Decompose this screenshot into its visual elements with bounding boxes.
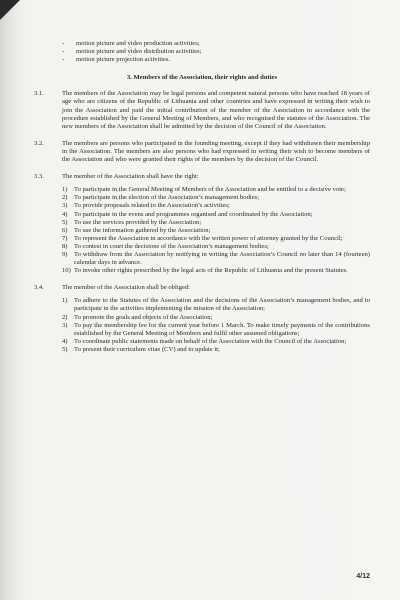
list-item: [62, 194, 370, 202]
list-item: [62, 338, 370, 346]
item-number: 5): [62, 345, 68, 353]
clause-3-3: [34, 173, 370, 181]
item-number: 4): [62, 210, 68, 218]
item-text: To invoke other rights prescribed by the legal acts of the Republic of Lithuania and the present Statutes.: [74, 267, 348, 275]
activities-list: [62, 40, 370, 64]
clause-3-4: [34, 284, 370, 292]
list-item: [62, 211, 370, 219]
list-item: - motion picture and video production activities;: [62, 40, 370, 48]
clause-3-2: [34, 140, 370, 164]
list-item: [62, 202, 370, 210]
clause-text: The member of the Association shall be obliged:: [62, 284, 190, 292]
obligations-list: [62, 297, 370, 354]
list-item: [62, 297, 370, 313]
item-number: 7): [62, 234, 68, 242]
item-text: To coordinate public statements made on behalf of the Association with the Council of the Association;: [74, 337, 347, 345]
list-item: [62, 346, 370, 354]
item-number: 6): [62, 226, 68, 234]
item-number: 5): [62, 218, 68, 226]
item-number: 3): [62, 321, 68, 329]
clause-number: 3.1.: [34, 90, 44, 98]
list-item: [62, 235, 370, 243]
item-text: To represent the Association in accordance with the written power of attorney granted by the Council;: [74, 234, 343, 242]
page-corner-mark: [0, 0, 20, 20]
item-text: To provide proposals related to the Association’s activities;: [74, 202, 230, 210]
item-number: 1): [62, 297, 68, 305]
item-text: To use the services provided by the Association;: [74, 218, 202, 226]
item-text: To participate in the evens and programmes organised and coordinated by the Association;: [74, 210, 313, 218]
item-text: To pay the membership fee for the current year before 1 March. To make timely payments of the contributions established by the General Meeting of Members and fulfil other assumed obligations;: [74, 321, 370, 337]
item-text: To use the information gathered by the Association;: [74, 226, 211, 234]
item-number: 10): [62, 267, 71, 275]
clause-text: The members of the Association may be legal persons and competent natural persons who have reached 18 years of age who are citizens of the Republic of Lithuania and other countries and have expressed in writing their wish to join the Association and paid the initial contribution of the member of the Association in accordance with the procedure established by the General Meeting of Members, and who recognised the statutes of the Association. The new members of the Association shall be admitted by the decision of the Council of the Association.: [62, 90, 370, 130]
item-number: 9): [62, 250, 68, 258]
list-item: [62, 251, 370, 267]
clause-number: 3.2.: [34, 139, 44, 147]
clause-number: 3.3.: [34, 173, 44, 181]
list-item: [62, 243, 370, 251]
list-item: - motion picture projection activities.: [62, 56, 370, 64]
item-text: To present their curriculum vitae (CV) and to update it;: [74, 345, 220, 353]
rights-list: [62, 186, 370, 275]
list-item: [62, 322, 370, 338]
page-content: [34, 40, 370, 363]
item-number: 1): [62, 186, 68, 194]
item-text: To withdraw from the Association by notifying in writing the Association’s Council no later than 14 (fourteen) calendar days in advance.: [74, 250, 370, 267]
item-text: To adhere to the Statutes of the Association and the decisions of the Association’s management bodies, and to participate in the activities implementing the mission of the Association;: [74, 297, 370, 313]
item-text: To participate in the General Meeting of Members of the Association and be entitled to a decisive vote;: [74, 186, 346, 194]
list-item: [62, 227, 370, 235]
clause-text: The member of the Association shall have the right:: [62, 173, 199, 181]
item-number: 2): [62, 313, 68, 321]
list-item: [62, 219, 370, 227]
item-number: 8): [62, 242, 68, 250]
list-item: - motion picture and video distribution activities;: [62, 48, 370, 56]
list-item: [62, 267, 370, 275]
clause-text: The members are persons who participated in the founding meeting, except if they had withdrawn their membership in the Association. The members are also persons who had expressed in writing their wish to become members of the Association and who were granted their rights of the members by the decision of the Council.: [62, 139, 370, 164]
item-number: 3): [62, 202, 68, 210]
item-text: To promote the goals and objects of the Association;: [74, 313, 213, 321]
page-number: 4/12: [356, 573, 370, 580]
clause-3-1: [34, 90, 370, 130]
list-item: [62, 186, 370, 194]
section-heading: 3. Members of the Association, their rights and duties: [126, 74, 278, 82]
item-text: To contest in court the decisions of the Association’s management bodies;: [74, 242, 269, 250]
list-item: [62, 314, 370, 322]
item-text: To participate in the election of the Association’s management bodies;: [74, 194, 260, 202]
item-number: 4): [62, 337, 68, 345]
clause-number: 3.4.: [34, 284, 44, 292]
item-number: 2): [62, 194, 68, 202]
